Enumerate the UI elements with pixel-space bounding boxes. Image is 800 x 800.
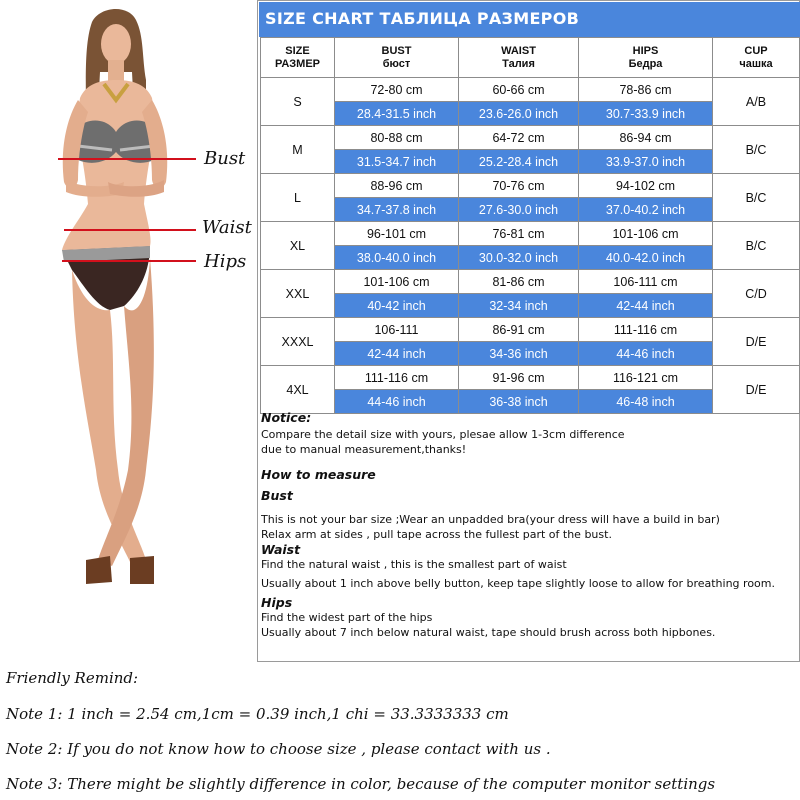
size-cell: S — [261, 78, 335, 126]
note-1: Note 1: 1 inch = 2.54 cm,1cm = 0.39 inch,1 chi = 33.3333333 cm — [6, 705, 509, 723]
table-row-cm — [261, 222, 800, 246]
bust-cm-cell: 72-80 cm — [335, 78, 459, 102]
waist-line-2: Usually about 1 inch above belly button, keep tape slightly loose to allow for breathing room. — [261, 577, 775, 590]
waist-inch-cell: 30.0-32.0 inch — [459, 246, 579, 270]
table-row-cm — [261, 78, 800, 102]
hips-cm-cell: 86-94 cm — [579, 126, 713, 150]
waist-inch-cell: 36-38 inch — [459, 390, 579, 414]
notice-heading: Notice: — [261, 410, 312, 425]
bust-cm-cell: 111-116 cm — [335, 366, 459, 390]
waist-cm-cell: 76-81 cm — [459, 222, 579, 246]
hips-line-1: Find the widest part of the hips — [261, 611, 433, 624]
note-3: Note 3: There might be slightly difference in color, because of the computer monitor settings — [6, 775, 716, 793]
size-cell: L — [261, 174, 335, 222]
model-panel — [0, 0, 257, 660]
cup-cell: D/E — [713, 366, 800, 414]
note-2: Note 2: If you do not know how to choose size , please contact with us . — [6, 740, 551, 758]
header-hips: HIPS Бедра — [579, 38, 713, 78]
waist-line-1: Find the natural waist , this is the smallest part of waist — [261, 558, 567, 571]
hips-inch-cell: 37.0-40.2 inch — [579, 198, 713, 222]
waist-cm-cell: 91-96 cm — [459, 366, 579, 390]
cup-cell: B/C — [713, 126, 800, 174]
waist-cm-cell: 81-86 cm — [459, 270, 579, 294]
chart-title: SIZE CHART ТАБЛИЦА РАЗМЕРОВ — [265, 9, 580, 28]
waist-inch-cell: 27.6-30.0 inch — [459, 198, 579, 222]
bust-line-1: This is not your bar size ;Wear an unpadded bra(your dress will have a build in bar) — [261, 513, 720, 526]
bust-inch-cell: 42-44 inch — [335, 342, 459, 366]
waist-heading: Waist — [261, 542, 301, 557]
size-chart — [257, 0, 800, 662]
header-bust: BUST бюст — [335, 38, 459, 78]
hips-heading: Hips — [261, 595, 293, 610]
size-cell: 4XL — [261, 366, 335, 414]
size-cell: M — [261, 126, 335, 174]
table-row-cm — [261, 126, 800, 150]
bust-cm-cell: 88-96 cm — [335, 174, 459, 198]
how-to-measure-heading: How to measure — [261, 467, 376, 482]
bust-cm-cell: 96-101 cm — [335, 222, 459, 246]
header-size: SIZE РАЗМЕР — [261, 38, 335, 78]
bust-inch-cell: 44-46 inch — [335, 390, 459, 414]
model-figure-image — [0, 0, 257, 660]
waist-cm-cell: 60-66 cm — [459, 78, 579, 102]
waist-inch-cell: 32-34 inch — [459, 294, 579, 318]
hips-line — [62, 260, 196, 262]
hips-cm-cell: 111-116 cm — [579, 318, 713, 342]
measure-notes — [261, 410, 796, 640]
hips-inch-cell: 44-46 inch — [579, 342, 713, 366]
size-cell: XL — [261, 222, 335, 270]
hips-cm-cell: 78-86 cm — [579, 78, 713, 102]
notice-line-2: due to manual measurement,thanks! — [261, 443, 467, 456]
size-table — [260, 37, 800, 414]
bust-line — [58, 158, 196, 160]
waist-cm-cell: 70-76 cm — [459, 174, 579, 198]
bust-inch-cell: 31.5-34.7 inch — [335, 150, 459, 174]
hips-inch-cell: 46-48 inch — [579, 390, 713, 414]
bust-cm-cell: 80-88 cm — [335, 126, 459, 150]
waist-label: Waist — [202, 217, 252, 238]
bust-inch-cell: 34.7-37.8 inch — [335, 198, 459, 222]
bust-inch-cell: 40-42 inch — [335, 294, 459, 318]
waist-cm-cell: 86-91 cm — [459, 318, 579, 342]
waist-inch-cell: 23.6-26.0 inch — [459, 102, 579, 126]
bust-inch-cell: 38.0-40.0 inch — [335, 246, 459, 270]
table-row-cm — [261, 366, 800, 390]
bust-cm-cell: 106-111 — [335, 318, 459, 342]
cup-cell: D/E — [713, 318, 800, 366]
table-row-cm — [261, 318, 800, 342]
hips-inch-cell: 40.0-42.0 inch — [579, 246, 713, 270]
hips-inch-cell: 30.7-33.9 inch — [579, 102, 713, 126]
hips-inch-cell: 42-44 inch — [579, 294, 713, 318]
size-cell: XXL — [261, 270, 335, 318]
hips-cm-cell: 106-111 cm — [579, 270, 713, 294]
table-row-cm — [261, 270, 800, 294]
waist-inch-cell: 25.2-28.4 inch — [459, 150, 579, 174]
waist-line — [64, 229, 196, 231]
bust-line-2: Relax arm at sides , pull tape across the fullest part of the bust. — [261, 528, 612, 541]
hips-cm-cell: 101-106 cm — [579, 222, 713, 246]
table-header-row — [261, 38, 800, 78]
waist-cm-cell: 64-72 cm — [459, 126, 579, 150]
chart-header — [259, 2, 800, 37]
hips-label: Hips — [204, 251, 247, 272]
header-waist: WAIST Талия — [459, 38, 579, 78]
notice-line-1: Compare the detail size with yours, plesae allow 1-3cm difference — [261, 428, 625, 441]
bust-label: Bust — [204, 148, 246, 169]
hips-cm-cell: 94-102 cm — [579, 174, 713, 198]
friendly-remind: Friendly Remind: — [6, 669, 139, 687]
hips-line-2: Usually about 7 inch below natural waist, tape should brush across both hipbones. — [261, 626, 716, 639]
header-cup: CUP чашка — [713, 38, 800, 78]
bust-inch-cell: 28.4-31.5 inch — [335, 102, 459, 126]
hips-inch-cell: 33.9-37.0 inch — [579, 150, 713, 174]
bust-cm-cell: 101-106 cm — [335, 270, 459, 294]
hips-cm-cell: 116-121 cm — [579, 366, 713, 390]
bust-heading: Bust — [261, 488, 293, 503]
cup-cell: C/D — [713, 270, 800, 318]
waist-inch-cell: 34-36 inch — [459, 342, 579, 366]
table-row-cm — [261, 174, 800, 198]
size-cell: XXXL — [261, 318, 335, 366]
cup-cell: B/C — [713, 222, 800, 270]
cup-cell: A/B — [713, 78, 800, 126]
cup-cell: B/C — [713, 174, 800, 222]
